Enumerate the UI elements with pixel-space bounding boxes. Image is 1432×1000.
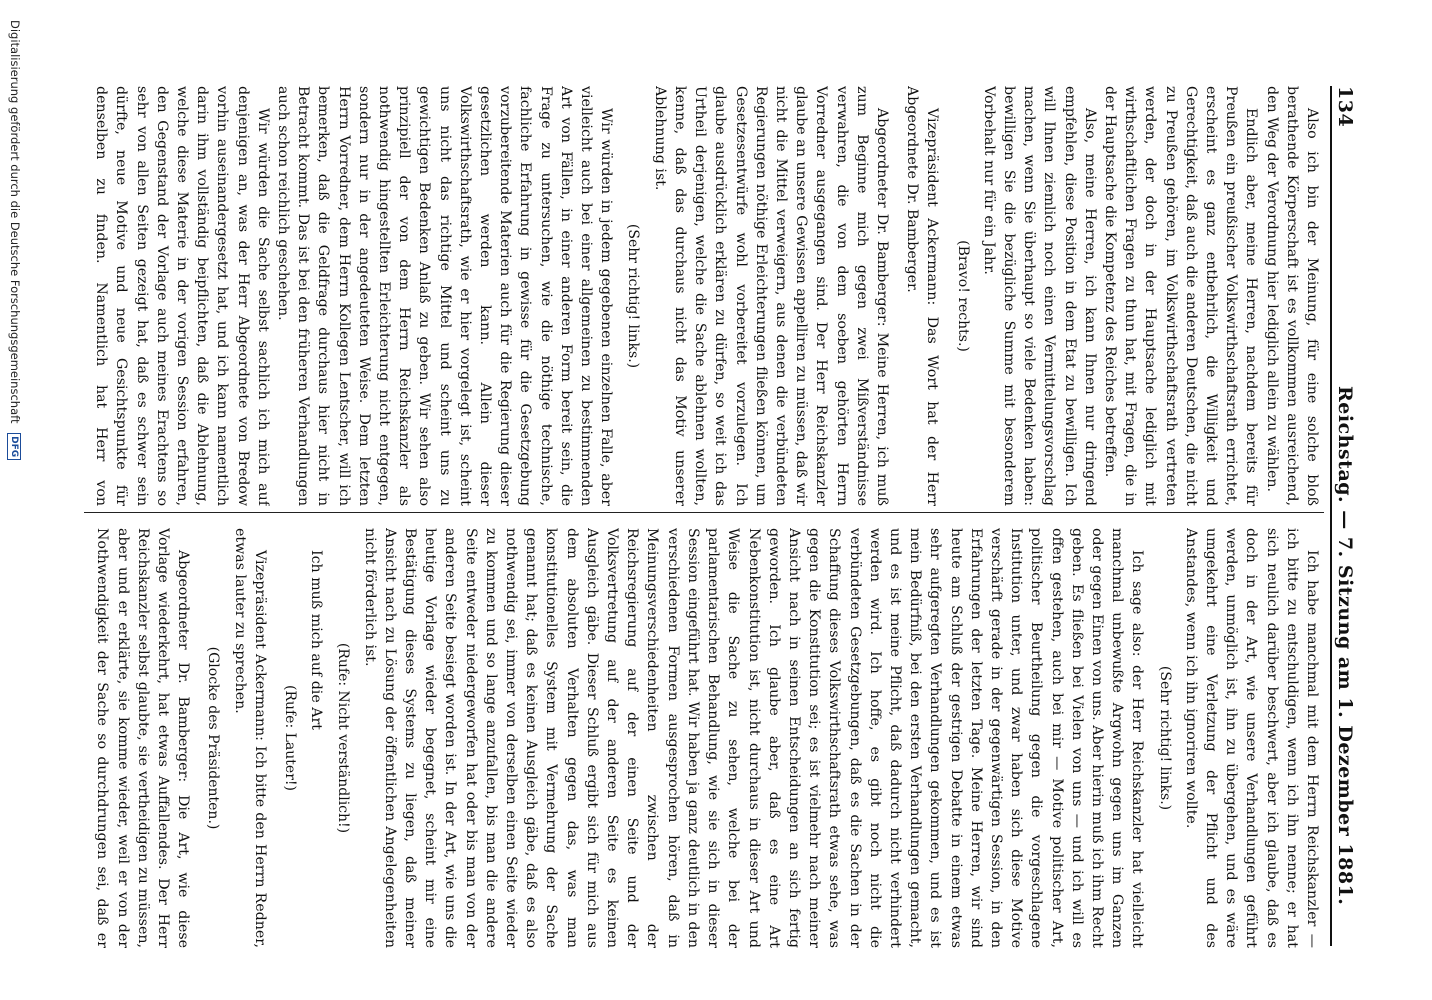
- dfg-logo-icon: DFG: [8, 433, 22, 460]
- reaction-note: (Rufe: Lauter!): [282, 684, 299, 791]
- paragraph: Endlich aber, meine Herren, nachdem bereits für Preußen ein preußischer Volkswirthschaftsrath errichtet, erscheint es ganz entbehrlich, die Willigkeit und Gerechtigkeit, daß auch die anderen Deutschen, die nicht zu Preußen gehören, im Volkswirthschaftsrath vertreten werden, der doch in der Hauptsache lediglich mit wirthschaftlichen Fragen zu thun hat, mit Fragen, die in der Hauptsache die Kompetenz des Reiches betreffen.: [1101, 86, 1260, 506]
- speaker-paragraph: Abgeordneter Dr. Bamberger: Meine Herren, ich muß zum Beginne mich gegen zwei Mißverständnisse verwahren, die von dem soeben gehörten Herrn Vorredner ausgegangen sind. Der Herr Reichskanzler glaube an unsere Gewissen appelliren zu müssen, daß wir nicht die Mittel verweigern, aus denen die verbündeten Regierungen nöthige Erleichterungen fließen können, um Gesetzesentwürfe wohl vorbereitet vorzulegen. Ich glaube ausdrücklich erklären zu dürfen, so weit ich das Urtheil derjenigen, welche die Sache ablehnen wollten, kenne, daß das durchaus nicht das Motiv unserer Ablehnung ist.: [651, 86, 890, 506]
- column-divider: [84, 512, 1324, 513]
- speaker-paragraph: Vizepräsident Ackermann: Das Wort hat der Herr Abgeordnete Dr. Bamberger.: [904, 86, 941, 506]
- page-number: 134: [1334, 86, 1356, 128]
- digitization-credit: [8, 20, 23, 980]
- credit-text: Digitalisierung gefördert durch die Deutsche Forschungsgemeinschaft: [8, 20, 22, 424]
- reaction-note: (Sehr richtig! links.): [625, 223, 642, 369]
- speaker-paragraph: Abgeordneter Dr. Bamberger: Die Art, wie diese Vorlage wiederkehrt, hat etwas Auffallendes. Der Herr Reichskanzler selbst glaubte, sie vertheidigen zu müssen, aber und er erklärte, sie komme wieder, weil er von der Nothwendigkeit der Sache so durchdrungen sei, daß er: [94, 528, 192, 948]
- page-header: [1330, 86, 1360, 946]
- header-rule: [1330, 86, 1332, 946]
- right-column: [92, 528, 1322, 948]
- reaction-note: (Rufe: Nicht verständlich!): [335, 642, 352, 834]
- left-column: [92, 86, 1322, 506]
- running-title: Reichstag. — 7. Sitzung am 1. Dezember 1881.: [1334, 386, 1356, 906]
- paragraph: Ich habe manchmal mit dem Herrn Reichskanzler — ich bitte zu entschuldigen, wenn ich ihn nenne; er hat sich neulich darüber beschwert, aber ich glaube, daß es doch in der Art, wie unsere Verhandlungen geführt werden, unmöglich ist, ihn zu übergehen, und es wäre umgekehrt eine Verletzung der Pflicht und des Anstandes, wenn ich ihn ignoriren wollte.: [1182, 528, 1320, 948]
- paragraph: Wir würden in jedem gegebenen einzelnen Falle, aber vielleicht auch bei einer allgemeinen zu bestimmenden Art von Fällen, in einer anderen Form bereit sein, die Frage zu untersuchen, wie die nöthige technische, fachliche Erfahrung in gewisse für die Gesetzgebung vorzubereitende Materien auch für die Regierung dieser gesetzlichen werden kann. Allein dieser Volkswirthschaftsrath, wie er hier vorgelegt ist, scheint uns nicht das richtige Mittel und scheint uns zu gewichtigen Bedenken Anlaß zu geben. Wir sehen also prinzipiell der von dem Herrn Reichskanzler als nothwendig hingestellten Erleichterung nicht entgegen, sondern nur in der angedeuteten Weise. Dem letzten Herrn Vorredner, dem Herrn Kollegen Lentscher, will ich bemerken, daß die Geldfrage durchaus hier nicht in Betracht kommt. Das ist bei den früheren Verhandlungen auch schon reichlich geschehen.: [275, 86, 615, 506]
- paragraph: Ich muß mich auf die Art: [308, 550, 325, 730]
- paragraph: Ich sage also: der Herr Reichskanzler hat vielleicht manchmal unbewußte Argwohn gegen uns im Ganzen oder gegen Einen von uns. Aber hierin muß ich ihm Recht geben. Es fließen bei Vielen von uns — und ich will es offen gestehen, auch bei mir — Motive politischer Art, politischer Beurtheilung gegen die vorgeschlagene Institution unter, und zwar haben sich diese Motive verschärft gerade in der gegenwärtigen Session, in den Erfahrungen der letzten Tage. Meine Herren, wir sind heute am Schluß der gestrigen Debatte in einem etwas sehr aufgeregten Verhandlungen gekommen, und es ist mein Bedürfniß, bei den ersten Verhandlungen gemacht, und es ist meine Pflicht, daß dadurch nicht verhindert werden wird. Ich hoffe, es gibt noch nicht die verbündeten Gesetzgebungen, daß es die Sachen in der Schaffung dieses Volkswirthschaftsrath etwas sehe, was gegen die Konstitution sei; es ist vielmehr nach meiner Ansicht nach in seinen Entscheidungen an sich fertig geworden. Ich glaube aber, daß es eine Art Nebenkonstitution ist, nicht durchaus in dieser Art und Weise die Sache zu sehen, welche bei der parlamentarischen Behandlung, wie sie sich in dieser Session eingeführt hat. Wir haben ja ganz deutlich in den verschiedenen Formen ausgesprochen hören, daß in Meinungsverschiedenheiten zwischen der Reichsregierung auf der einen Seite und der Volksvertretung auf der anderen Seite es keinen Ausgleich gäbe. Dieser Schluß ergibt sich für mich aus dem absoluten Verhalten gegen das, was man konstitutionelles System mit Vermehrung der Sache genannt hat; daß es keinen Ausgleich gäbe, daß es also nothwendig sei, immer von derselben einen Seite wieder zu kommen und so lange anzufallen, bis man die andere Seite entweder niedergeworfen hat oder bis man von der anderen Seite besiegt worden ist. In der Art, wie uns die heutige Vorlage wieder begegnet, scheint mir eine Bestätigung dieses Systems zu liegen, daß meiner Ansicht nach zu Lösung der öffentlichen Angelegenheiten nicht förderlich ist.: [361, 528, 1146, 948]
- paragraph: Wir würden die Sache selbst sachlich ich mich auf denjenigen an, was der Herr Abgeordnete von Bredow vorhin auseinandergesetzt hat, und ich kann namentlich darin ihm vollständig beipflichten, daß die Ablehnung, welche diese Materie in der vorigen Session erfahren, den Gegenstand der Vorlage auch meines Erachtens so sehr von allen Seiten gezeigt hat, daß es schwer sein dürfte, neue Motive und neue Gesichtspunkte für denselben zu finden. Namentlich hat Herr von: [93, 86, 271, 506]
- speaker-paragraph: Vizepräsident Ackermann: Ich bitte den Herrn Redner, etwas lauter zu sprechen.: [231, 528, 268, 948]
- paragraph: Also ich bin der Meinung, für eine solche bloß berathende Körperschaft ist es vollkommen ausreichend, den Weg der Verordnung hier lediglich allein zu wählen.: [1263, 86, 1320, 506]
- reaction-note: (Glocke des Präsidenten.): [205, 646, 222, 830]
- reaction-note: (Sehr richtig! links.): [1156, 665, 1173, 811]
- reaction-note: (Bravo! rechts.): [954, 240, 971, 352]
- paragraph: Also, meine Herren, ich kann Ihnen nur dringend empfehlen, diese Position in dem Etat zu bewilligen. Ich will Ihnen ziemlich noch einen Vermittelungsvorschlag machen, wenn Sie überhaupt so viele Bedenken haben: bewilligen Sie die bezügliche Summe mit besonderem Vorbehalt nur für ein Jahr.: [980, 86, 1098, 506]
